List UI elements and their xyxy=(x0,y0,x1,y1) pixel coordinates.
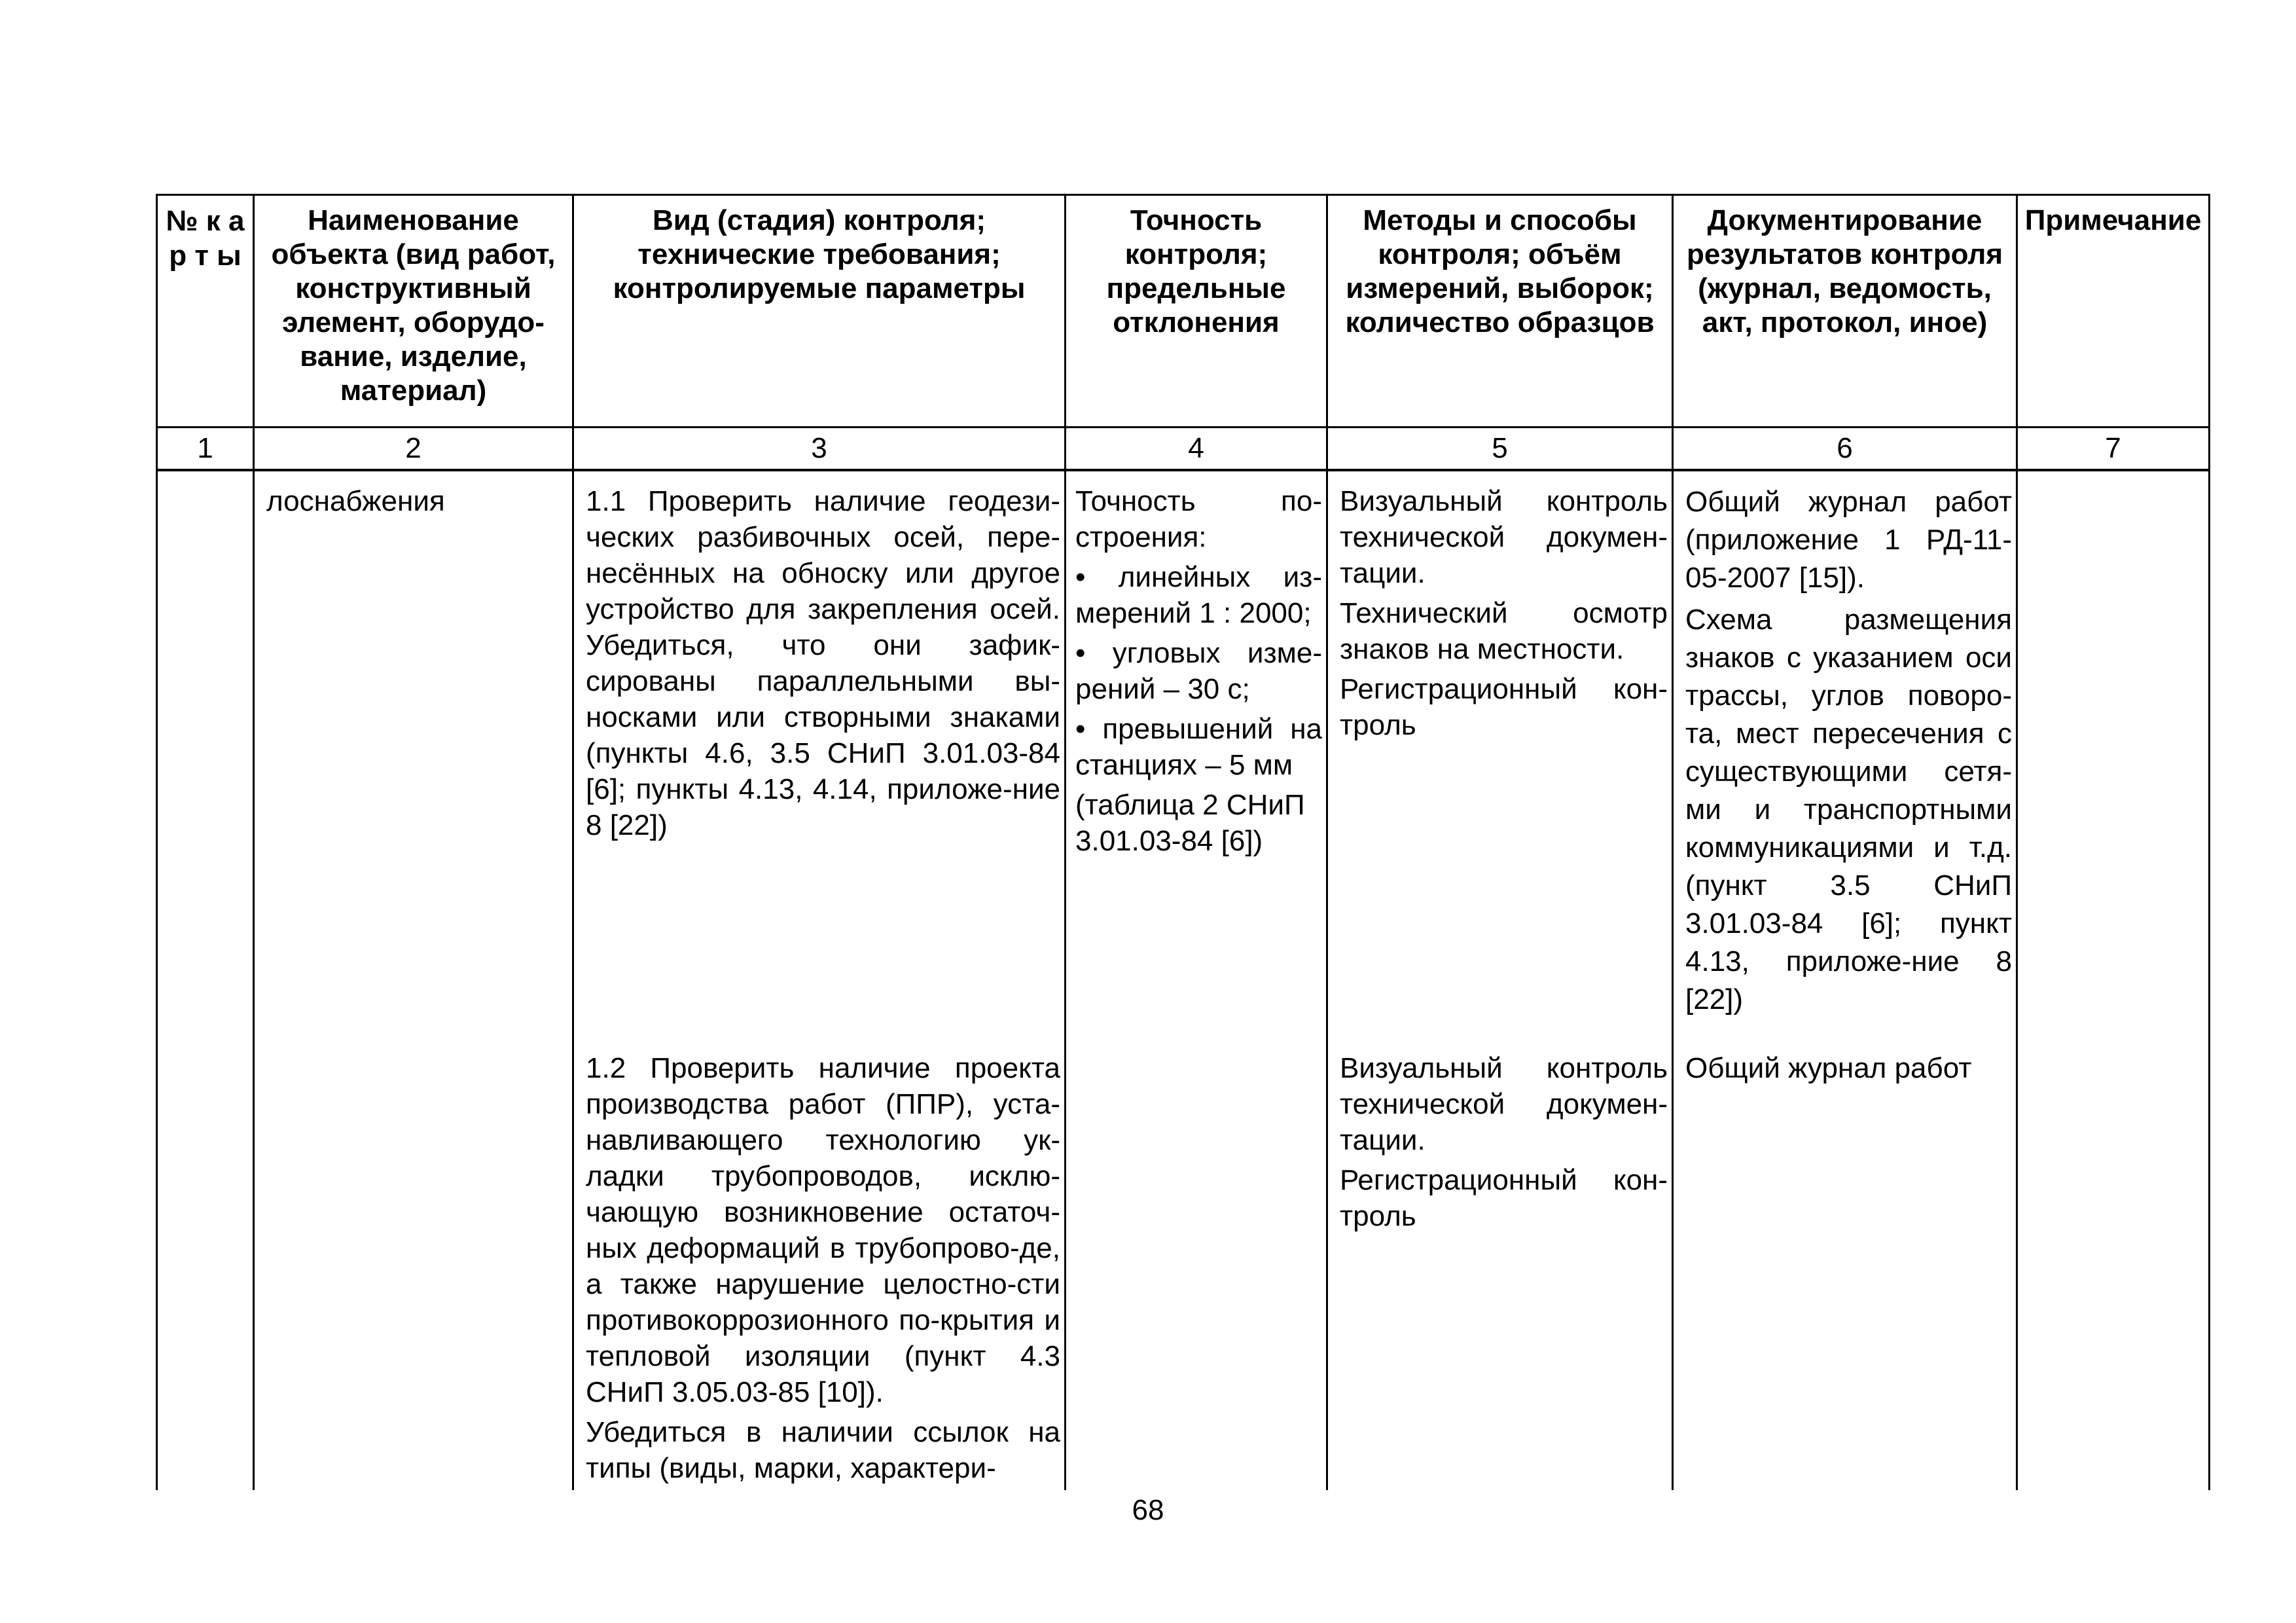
header-methods: Методы и способы контроля; объём измерений, выборок; количество образцов xyxy=(1327,195,1673,428)
column-number: 2 xyxy=(254,428,573,471)
header-row xyxy=(157,195,2210,428)
control-table xyxy=(156,194,2210,1490)
page-number: 68 xyxy=(1132,1494,1164,1526)
column-number: 4 xyxy=(1066,428,1327,471)
column-number: 5 xyxy=(1327,428,1673,471)
column-number: 1 xyxy=(157,428,254,471)
column-number: 6 xyxy=(1673,428,2017,471)
documentation-cell: Общий журнал работ (приложение 1 РД-11-05-2007 [15]). Схема размещения знаков с указанием оси трассы, углов поворо-та, мест пересечения с существующими сетя-ми и транспортными коммуникациями и т.д. (пункт 3.5 СНиП 3.01.03-84 [6]; пункт 4.13, приложе-ние 8 [22]) xyxy=(1673,470,2017,1038)
header-object-name: Наименование объекта (вид работ, конструктивный элемент, оборудо-вание, изделие, материал) xyxy=(254,195,573,428)
accuracy-cell: Точность по-строения: • линейных из-мерений 1 : 2000; • угловых изме-рений – 30 с; • превышений на станциях – 5 мм (таблица 2 СНиП 3.01.03-84 [6]) xyxy=(1066,470,1327,1038)
control-type-cell: 1.2 Проверить наличие проекта производства работ (ППР), уста-навливающего технологию ук-ладки трубопроводов, исклю-чающую возникновение остаточ-ных деформаций в трубопрово-де, а также нарушение целостно-сти противокоррозионного по-крытия и тепловой изоляции (пункт 4.3 СНиП 3.05.03-85 [10]). Убедиться в наличии ссылок на типы (виды, марки, характери- xyxy=(573,1038,1066,1490)
note-cell xyxy=(2017,470,2210,1038)
accuracy-cell xyxy=(1066,1038,1327,1490)
methods-cell: Визуальный контроль технической докумен-тации. Технический осмотр знаков на местности. Регистрационный кон-троль xyxy=(1327,470,1673,1038)
header-documentation: Документирование результатов контроля (журнал, ведомость, акт, протокол, иное) xyxy=(1673,195,2017,428)
header-accuracy: Точность контроля; предельные отклонения xyxy=(1066,195,1327,428)
column-number: 7 xyxy=(2017,428,2210,471)
control-type-cell: 1.1 Проверить наличие геодези-ческих разбивочных осей, пере-несённых на обноску или другое устройство для закрепления осей. Убедиться, что они зафик-сированы параллельными вы-носками или створными знаками (пункты 4.6, 3.5 СНиП 3.01.03-84 [6]; пункты 4.13, 4.14, приложе-ние 8 [22]) xyxy=(573,470,1066,1038)
documentation-cell: Общий журнал работ xyxy=(1673,1038,2017,1490)
object-name-cell xyxy=(254,1038,573,1490)
header-card-number: № к а р т ы xyxy=(157,195,254,428)
methods-cell: Визуальный контроль технической докумен-тации. Регистрационный кон-троль xyxy=(1327,1038,1673,1490)
header-control-type: Вид (стадия) контроля; технические требования; контролируемые параметры xyxy=(573,195,1066,428)
table-row xyxy=(157,470,2210,1038)
table-row xyxy=(157,1038,2210,1490)
note-cell xyxy=(2017,1038,2210,1490)
column-number: 3 xyxy=(573,428,1066,471)
card-number-cell xyxy=(157,1038,254,1490)
object-name-cell: лоснабжения xyxy=(254,470,573,1038)
column-number-row xyxy=(157,428,2210,471)
card-number-cell xyxy=(157,470,254,1038)
header-note: Примечание xyxy=(2017,195,2210,428)
